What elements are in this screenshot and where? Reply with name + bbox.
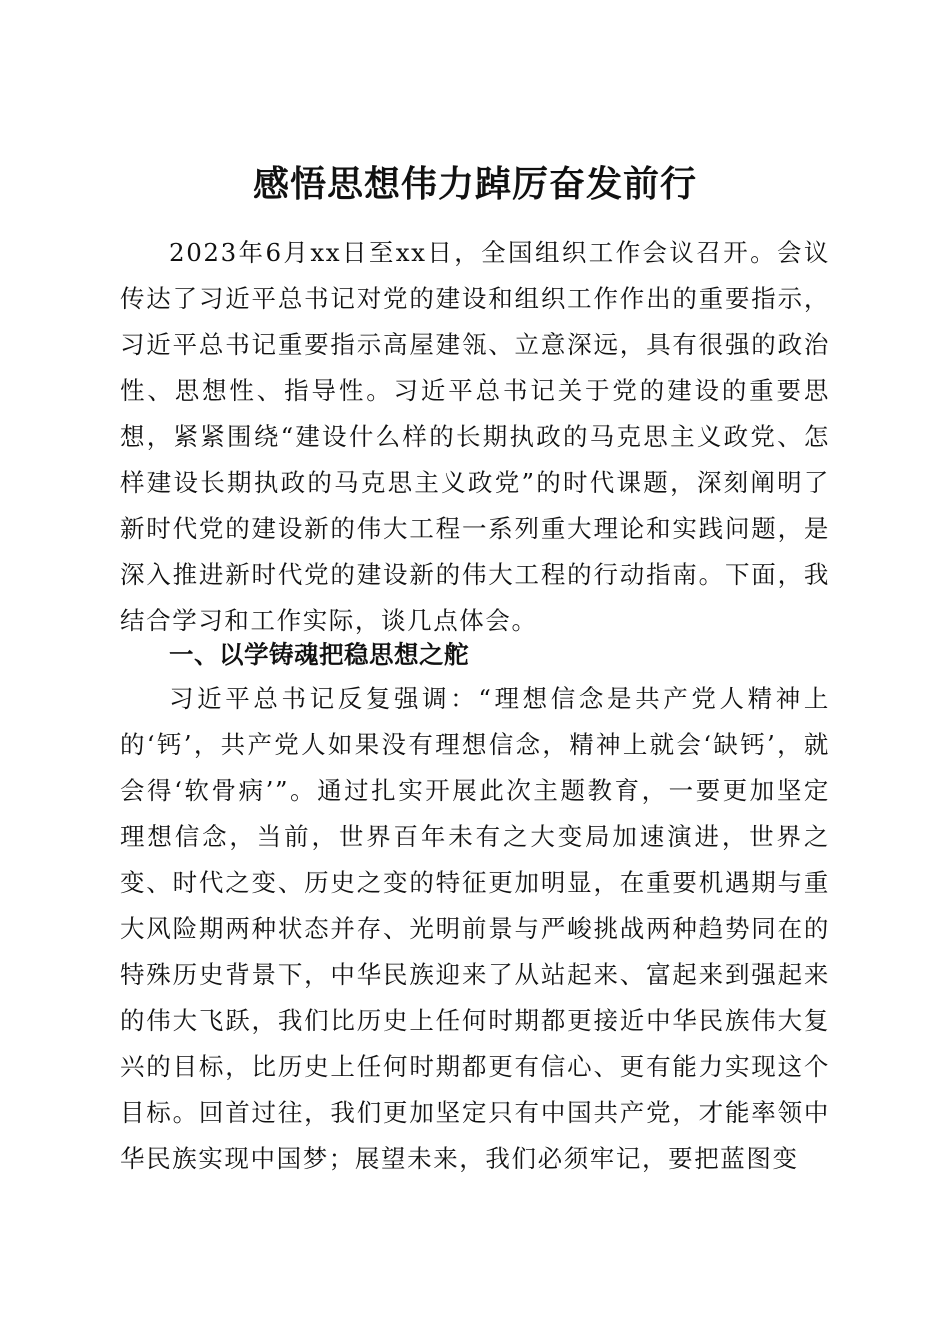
intro-paragraph: 2023年6月xx日至xx日，全国组织工作会议召开。会议传达了习近平总书记对党的建设和组织工作作出的重要指示，习近平总书记重要指示高屋建瓴、立意深远，具有很强的政治性、思想性、指导性。习近平总书记关于党的建设的重要思想，紧紧围绕“建设什么样的长期执政的马克思主义政党、怎样建设长期执政的马克思主义政党”的时代课题，深刻阐明了新时代党的建设新的伟大工程一系列重大理论和实践问题，是深入推进新时代党的建设新的伟大工程的行动指南。下面，我结合学习和工作实际，谈几点体会。 <box>120 238 830 635</box>
section-heading: 一、以学铸魂把稳思想之舵 <box>169 640 469 669</box>
document-title: 感悟思想伟力踔厉奋发前行 <box>252 163 697 206</box>
section-paragraph: 习近平总书记反复强调：“理想信念是共产党人精神上的‘钙’，共产党人如果没有理想信念，精神上就会‘缺钙’，就会得‘软骨病’”。通过扎实开展此次主题教育，一要更加坚定理想信念，当前，世界百年未有之大变局加速演进，世界之变、时代之变、历史之变的特征更加明显，在重要机遇期与重大风险期两种状态并存、光明前景与严峻挑战两种趋势同在的特殊历史背景下，中华民族迎来了从站起来、富起来到强起来的伟大飞跃，我们比历史上任何时期都更接近中华民族伟大复兴的目标，比历史上任何时期都更有信心、更有能力实现这个目标。回首过往，我们更加坚定只有中国共产党，才能率领中华民族实现中国梦；展望未来，我们必须牢记，要把蓝图变 <box>120 684 830 1173</box>
